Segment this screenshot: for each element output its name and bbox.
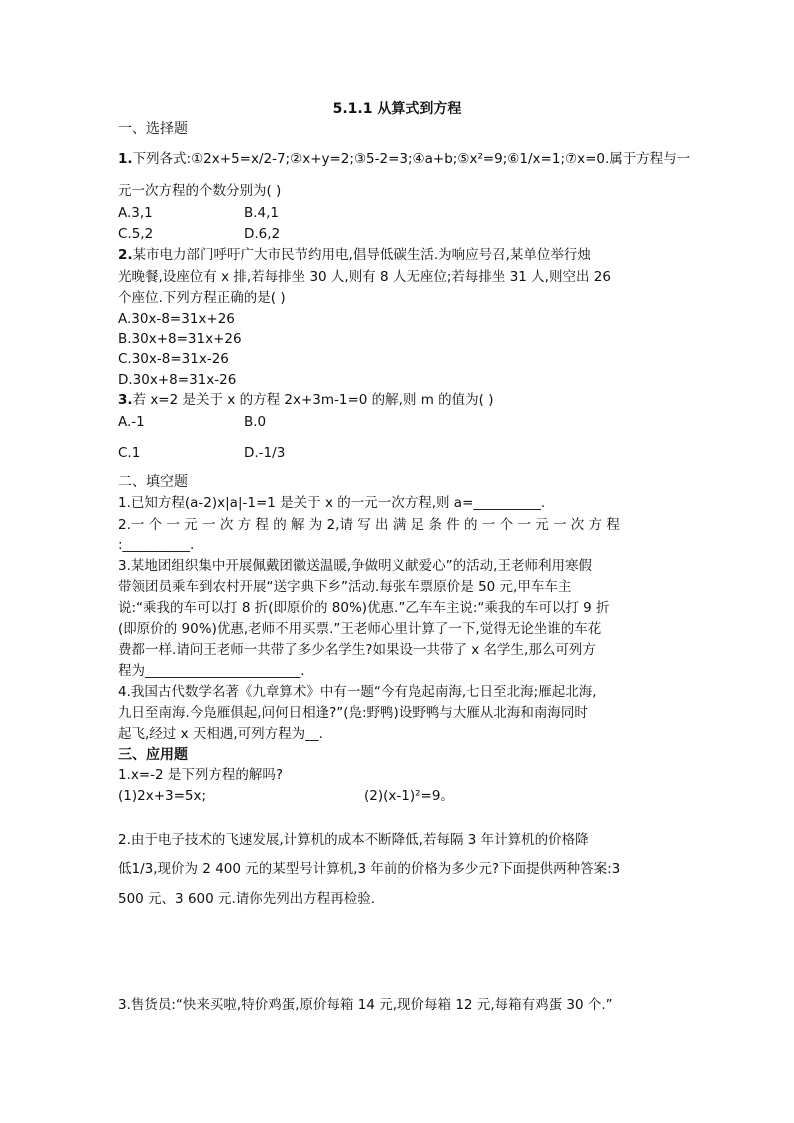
fill-question-3-line-1: 3.某地团组织集中开展佩戴团徽送温暖,争做明义献爱心”的活动,王老师利用寒假	[118, 558, 592, 574]
question-2-line-1: 2.某市电力部门呼吁广大市民节约用电,倡导低碳生活.为响应号召,某单位举行烛	[118, 247, 591, 263]
question-1-option-c: C.5,2	[118, 226, 154, 242]
fill-question-3-line-4: (即原价的 90%)优惠,老师不用买票.”王老师心里计算了一下,觉得无论坐谁的车花	[118, 621, 602, 637]
question-1-option-b: B.4,1	[244, 205, 280, 221]
question-2-option-b: B.30x+8=31x+26	[118, 331, 242, 347]
application-question-2-line-3: 500 元、3 600 元.请你先列出方程再检验.	[118, 891, 376, 907]
section-heading-choice: 一、选择题	[118, 121, 188, 137]
question-2-option-a: A.30x-8=31x+26	[118, 311, 235, 327]
application-question-2-line-2: 低1/3,现价为 2 400 元的某型号计算机,3 年前的价格为多少元?下面提供两种答案:3	[118, 861, 621, 877]
question-2-line-3: 个座位.下列方程正确的是( )	[118, 290, 286, 306]
fill-question-4-line-1: 4.我国古代数学名著《九章算术》中有一题“今有凫起南海,七日至北海;雁起北海,	[118, 684, 597, 700]
fill-question-4-line-2: 九日至南海.今凫雁俱起,问何日相逢?”(凫:野鸭)设野鸭与大雁从北海和南海同时	[118, 705, 588, 721]
question-1-line-2: 元一次方程的个数分别为( )	[118, 183, 282, 199]
fill-question-3-line-2: 带领团员乘车到农村开展“送字典下乡”活动.每张车票原价是 50 元,甲车车主	[118, 579, 572, 595]
question-1-option-a: A.3,1	[118, 205, 153, 221]
question-3-option-a: A.-1	[118, 414, 145, 430]
page-title: 5.1.1 从算式到方程	[332, 101, 462, 117]
fill-question-3-line-6: 程为_______________________.	[118, 663, 305, 679]
question-1-line-1: 1.下列各式:①2x+5=x/2-7;②x+y=2;③5-2=3;④a+b;⑤x²=9;⑥1/x=1;⑦x=0.属于方程与一	[118, 151, 691, 167]
question-2-option-d: D.30x+8=31x-26	[118, 372, 237, 388]
fill-question-4-line-3: 起飞,经过 x 天相遇,可列方程为__.	[118, 726, 323, 742]
fill-question-1: 1.已知方程(a-2)x|a|-1=1 是关于 x 的一元一次方程,则 a=__________.	[118, 495, 546, 511]
question-3-option-c: C.1	[118, 445, 141, 461]
fill-question-2-line-1: 2.一 个 一 元 一 次 方 程 的 解 为 2,请 写 出 满 足 条 件 的 一 个 一 元 一 次 方 程	[118, 517, 620, 533]
question-3-option-b: B.0	[244, 414, 267, 430]
application-question-2-line-1: 2.由于电子技术的飞速发展,计算机的成本不断降低,若每隔 3 年计算机的价格降	[118, 832, 589, 848]
section-heading-fill: 二、填空题	[118, 474, 188, 490]
fill-question-3-line-5: 费都一样.请问王老师一共带了多少名学生?如果设一共带了 x 名学生,那么可列方	[118, 642, 596, 658]
application-question-1-part-2: (2)(x-1)²=9。	[364, 788, 454, 804]
application-question-1-part-1: (1)2x+3=5x;	[118, 788, 207, 804]
question-2-option-c: C.30x-8=31x-26	[118, 351, 229, 367]
question-3-option-d: D.-1/3	[244, 445, 286, 461]
fill-question-2-line-2: :__________.	[118, 537, 195, 553]
application-question-3: 3.售货员:“快来买啦,特价鸡蛋,原价每箱 14 元,现价每箱 12 元,每箱有鸡蛋 30 个.”	[118, 997, 613, 1013]
fill-question-3-line-3: 说:“乘我的车可以打 8 折(即原价的 80%)优惠.”乙车车主说:“乘我的车可以打 9 折	[118, 600, 610, 616]
question-3-line-1: 3.若 x=2 是关于 x 的方程 2x+3m-1=0 的解,则 m 的值为( )	[118, 392, 494, 408]
section-heading-application: 三、应用题	[118, 747, 188, 763]
question-2-line-2: 光晚餐,设座位有 x 排,若每排坐 30 人,则有 8 人无座位;若每排坐 31 人,则空出 26	[118, 269, 611, 285]
question-1-option-d: D.6,2	[244, 226, 281, 242]
application-question-1: 1.x=-2 是下列方程的解吗?	[118, 767, 284, 783]
